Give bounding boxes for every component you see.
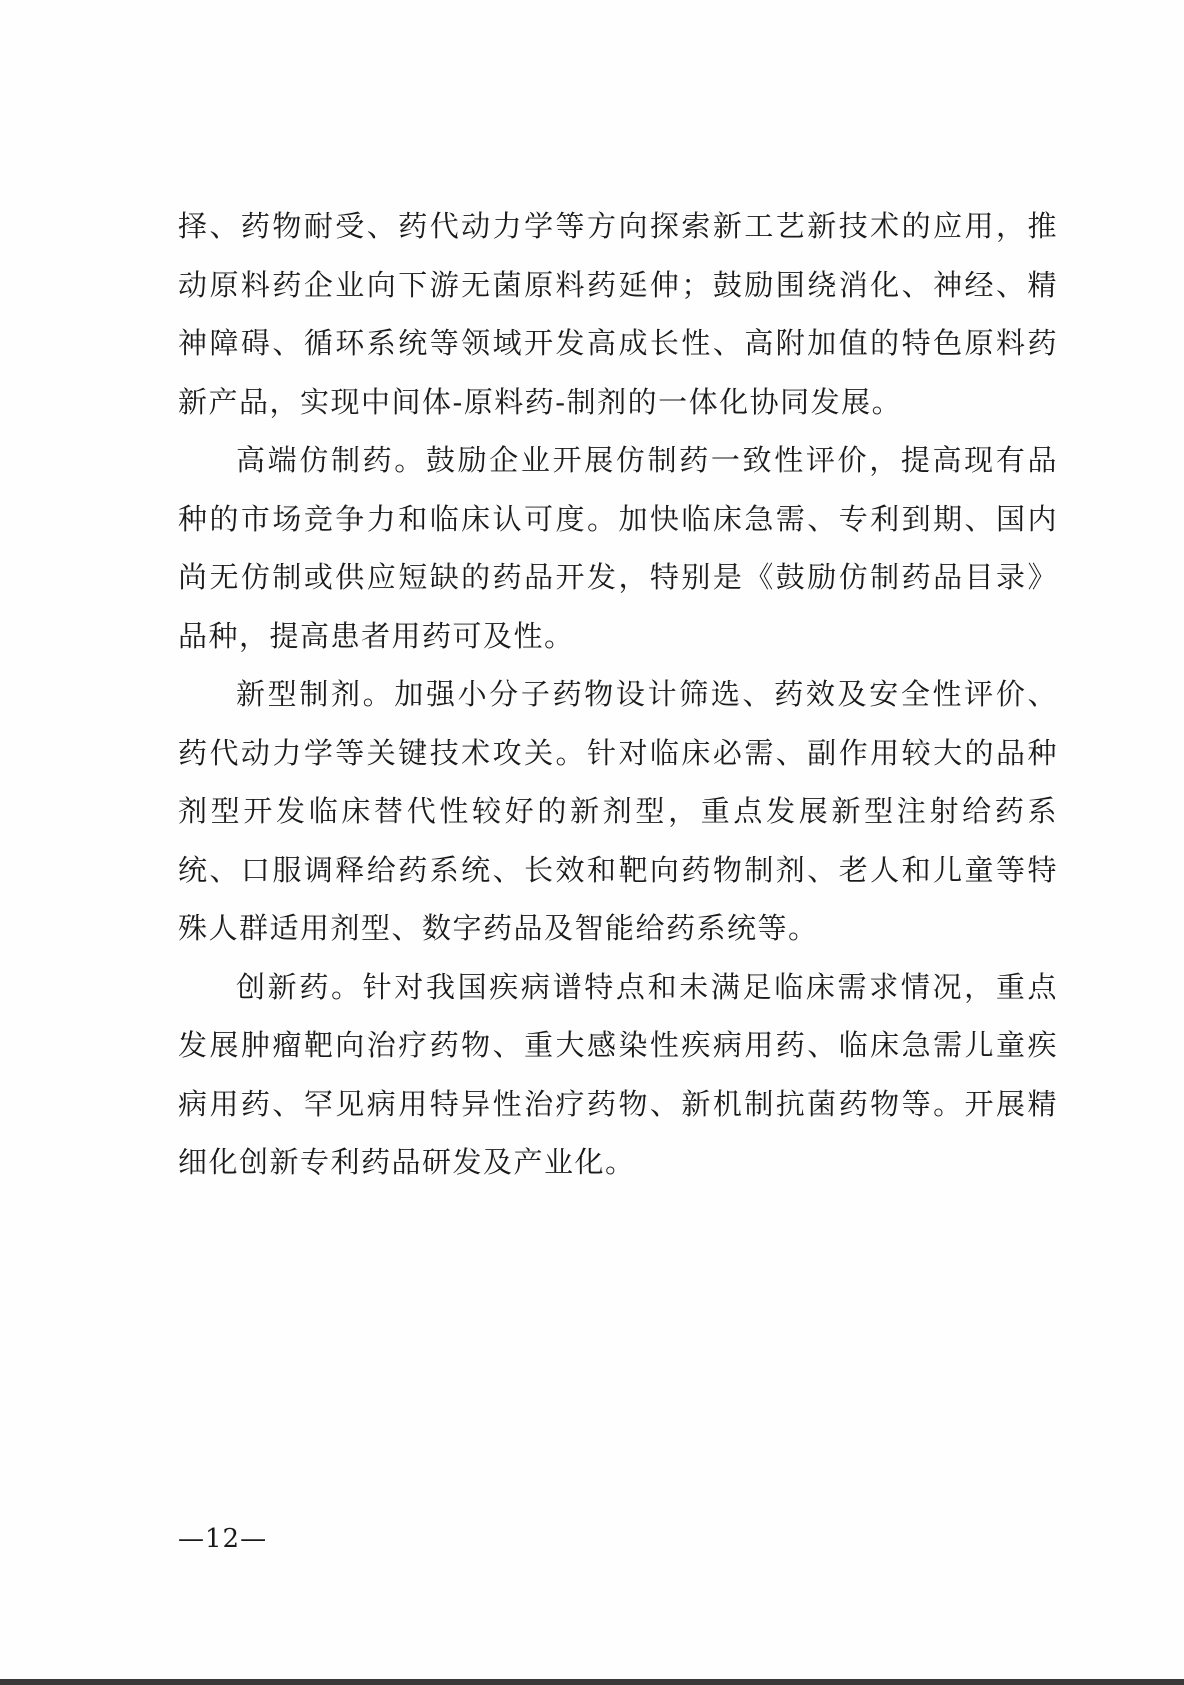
page-number: —12—: [178, 1524, 268, 1554]
document-body: [178, 197, 1058, 1192]
paragraph-continuation: 择、药物耐受、药代动力学等方向探索新工艺新技术的应用，推动原料药企业向下游无菌原料药延伸；鼓励围绕消化、神经、精神障碍、循环系统等领域开发高成长性、高附加值的特色原料药新产品，实现中间体-原料药-制剂的一体化协同发展。: [178, 209, 1058, 419]
paragraph-new-formulations: 新型制剂。加强小分子药物设计筛选、药效及安全性评价、药代动力学等关键技术攻关。针对临床必需、副作用较大的品种剂型开发临床替代性较好的新剂型，重点发展新型注射给药系统、口服调释给药系统、长效和靶向药物制剂、老人和儿童等特殊人群适用剂型、数字药品及智能给药系统等。: [178, 677, 1058, 945]
scan-edge: [0, 1679, 1184, 1685]
paragraph-generic-drugs: 高端仿制药。鼓励企业开展仿制药一致性评价，提高现有品种的市场竞争力和临床认可度。加快临床急需、专利到期、国内尚无仿制或供应短缺的药品开发，特别是《鼓励仿制药品目录》品种，提高患者用药可及性。: [178, 443, 1058, 653]
paragraph-innovative-drugs: 创新药。针对我国疾病谱特点和未满足临床需求情况，重点发展肿瘤靶向治疗药物、重大感染性疾病用药、临床急需儿童疾病用药、罕见病用特异性治疗药物、新机制抗菌药物等。开展精细化创新专利药品研发及产业化。: [178, 969, 1058, 1179]
